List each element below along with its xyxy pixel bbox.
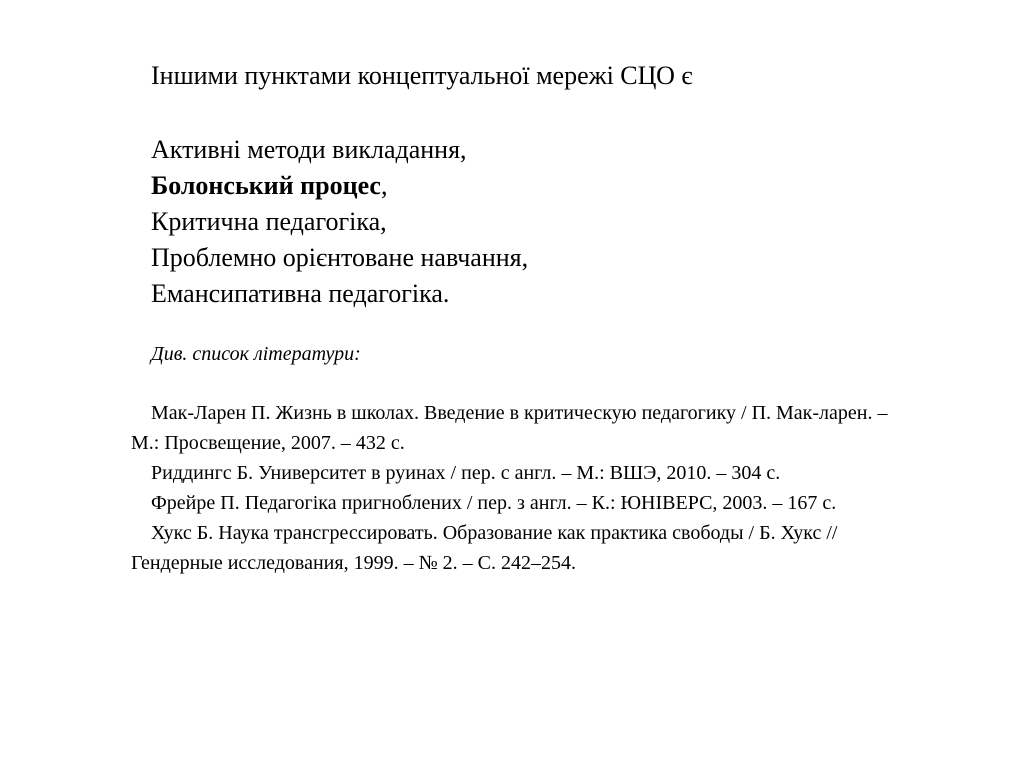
literature-heading: Див. список літератури: — [151, 343, 361, 365]
reference-item: Риддингс Б. Университет в руинах / пер. с англ. – М.: ВШЭ, 2010. – 304 с. — [151, 462, 781, 484]
concept-item: Проблемно орієнтоване навчання, — [151, 243, 529, 272]
concept-item-bologna: Болонський процес, — [151, 171, 388, 200]
intro-text: Іншими пунктами концептуальної мережі СЦО є — [151, 61, 693, 90]
references-list — [131, 398, 893, 578]
concept-item: Активні методи викладання, — [151, 135, 467, 164]
reference-item: Фрейре П. Педагогіка пригноблених / пер. з англ. – К.: ЮНІВЕРС, 2003. – 167 с. — [151, 492, 837, 514]
reference-item: Мак-Ларен П. Жизнь в школах. Введение в критическую педагогику / П. Мак-ларен. – М.: Просвещение, 2007. – 432 с. — [131, 402, 888, 454]
concepts-list — [151, 132, 528, 312]
concept-item: Критична педагогіка, — [151, 207, 387, 236]
concept-bold: Болонський процес — [151, 171, 381, 200]
concept-item: Емансипативна педагогіка. — [151, 279, 450, 308]
reference-item: Хукс Б. Наука трансгрессировать. Образование как практика свободы / Б. Хукс // Гендерные исследования, 1999. – № 2. – С. 242–254. — [131, 522, 838, 574]
